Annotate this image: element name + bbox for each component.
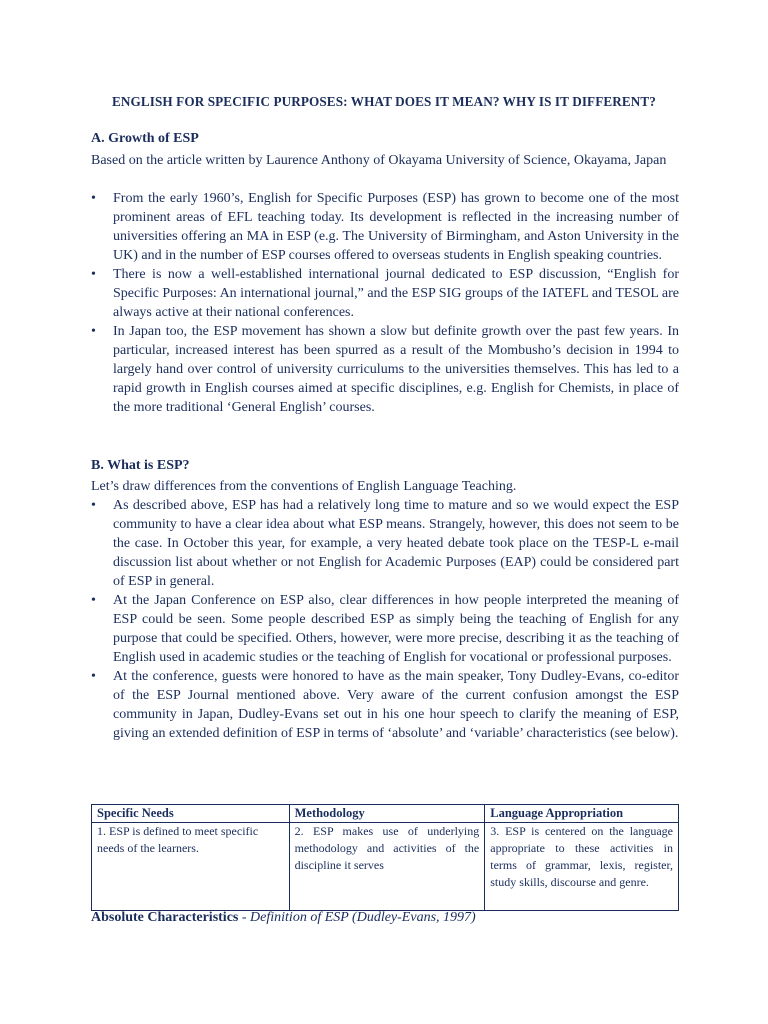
list-item: • In Japan too, the ESP movement has shown a slow but definite growth over the past few years. In particular, increased interest has been spurred as a result of the Mombusho’s decision in 1994 to largely hand over control of university curriculums to the universities themselves. This has led to a rapid growth in English courses aimed at specific disciplines, e.g. English for Chemists, in place of the more traditional ‘General English’ courses. xyxy=(91,322,679,417)
section-a-list xyxy=(91,189,679,417)
section-b-list xyxy=(91,496,679,743)
list-item: • From the early 1960’s, English for Specific Purposes (ESP) has grown to become one of the most prominent areas of EFL teaching today. Its development is reflected in the increasing number of universities offering an MA in ESP (e.g. The University of Birmingham, and Aston University in the UK) and in the number of ESP courses offered to overseas students in English speaking countries. xyxy=(91,189,679,265)
list-item: • At the conference, guests were honored to have as the main speaker, Tony Dudley-Evans, co-editor of the ESP Journal mentioned above. Very aware of the current confusion amongst the ESP community in Japan, Dudley-Evans set out in his one hour speech to clarify the meaning of ESP, giving an extended definition of ESP in terms of ‘absolute’ and ‘variable’ characteristics (see below). xyxy=(91,667,679,743)
list-item: • As described above, ESP has had a relatively long time to mature and so we would expect the ESP community to have a clear idea about what ESP means. Strangely, however, this does not seem to be the case. In October this year, for example, a very heated debate took place on the TESP-L e-mail discussion list about whether or not English for Academic Purposes (EAP) could be considered part of ESP in general. xyxy=(91,496,679,591)
caption-bold: Absolute Characteristics xyxy=(91,910,239,925)
table-cell: 1. ESP is defined to meet specific needs of the learners. xyxy=(92,823,290,911)
table-cell: 2. ESP makes use of underlying methodology and activities of the discipline it serves xyxy=(289,823,485,911)
table-header-row xyxy=(92,805,679,823)
section-b-heading: B. What is ESP? xyxy=(91,458,190,473)
section-b-intro: Let’s draw differences from the conventions of English Language Teaching. xyxy=(91,479,517,494)
document-title: ENGLISH FOR SPECIFIC PURPOSES: WHAT DOES IT MEAN? WHY IS IT DIFFERENT? xyxy=(111,94,656,109)
table-header-cell: Language Appropriation xyxy=(485,805,679,823)
caption-italic: Definition of ESP (Dudley-Evans, 1997) xyxy=(250,910,476,925)
absolute-characteristics-table xyxy=(91,804,679,911)
table-row xyxy=(92,823,679,911)
table-header-cell: Methodology xyxy=(289,805,485,823)
table-caption xyxy=(91,910,476,926)
section-a-heading: A. Growth of ESP xyxy=(91,131,199,146)
list-item: • At the Japan Conference on ESP also, clear differences in how people interpreted the meaning of ESP could be seen. Some people described ESP as simply being the teaching of English for any purpose that could be specified. Others, however, were more precise, describing it as the teaching of English used in academic studies or the teaching of English for vocational or professional purposes. xyxy=(91,591,679,667)
caption-separator: - xyxy=(238,910,251,925)
list-item: • There is now a well-established international journal dedicated to ESP discussion, “English for Specific Purposes: An international journal,” and the ESP SIG groups of the IATEFL and TESOL are always active at their national conferences. xyxy=(91,265,679,322)
table-header-cell: Specific Needs xyxy=(92,805,290,823)
section-a-intro: Based on the article written by Laurence Anthony of Okayama University of Science, Okayama, Japan xyxy=(91,153,667,168)
table-cell: 3. ESP is centered on the language appropriate to these activities in terms of grammar, lexis, register, study skills, discourse and genre. xyxy=(485,823,679,911)
